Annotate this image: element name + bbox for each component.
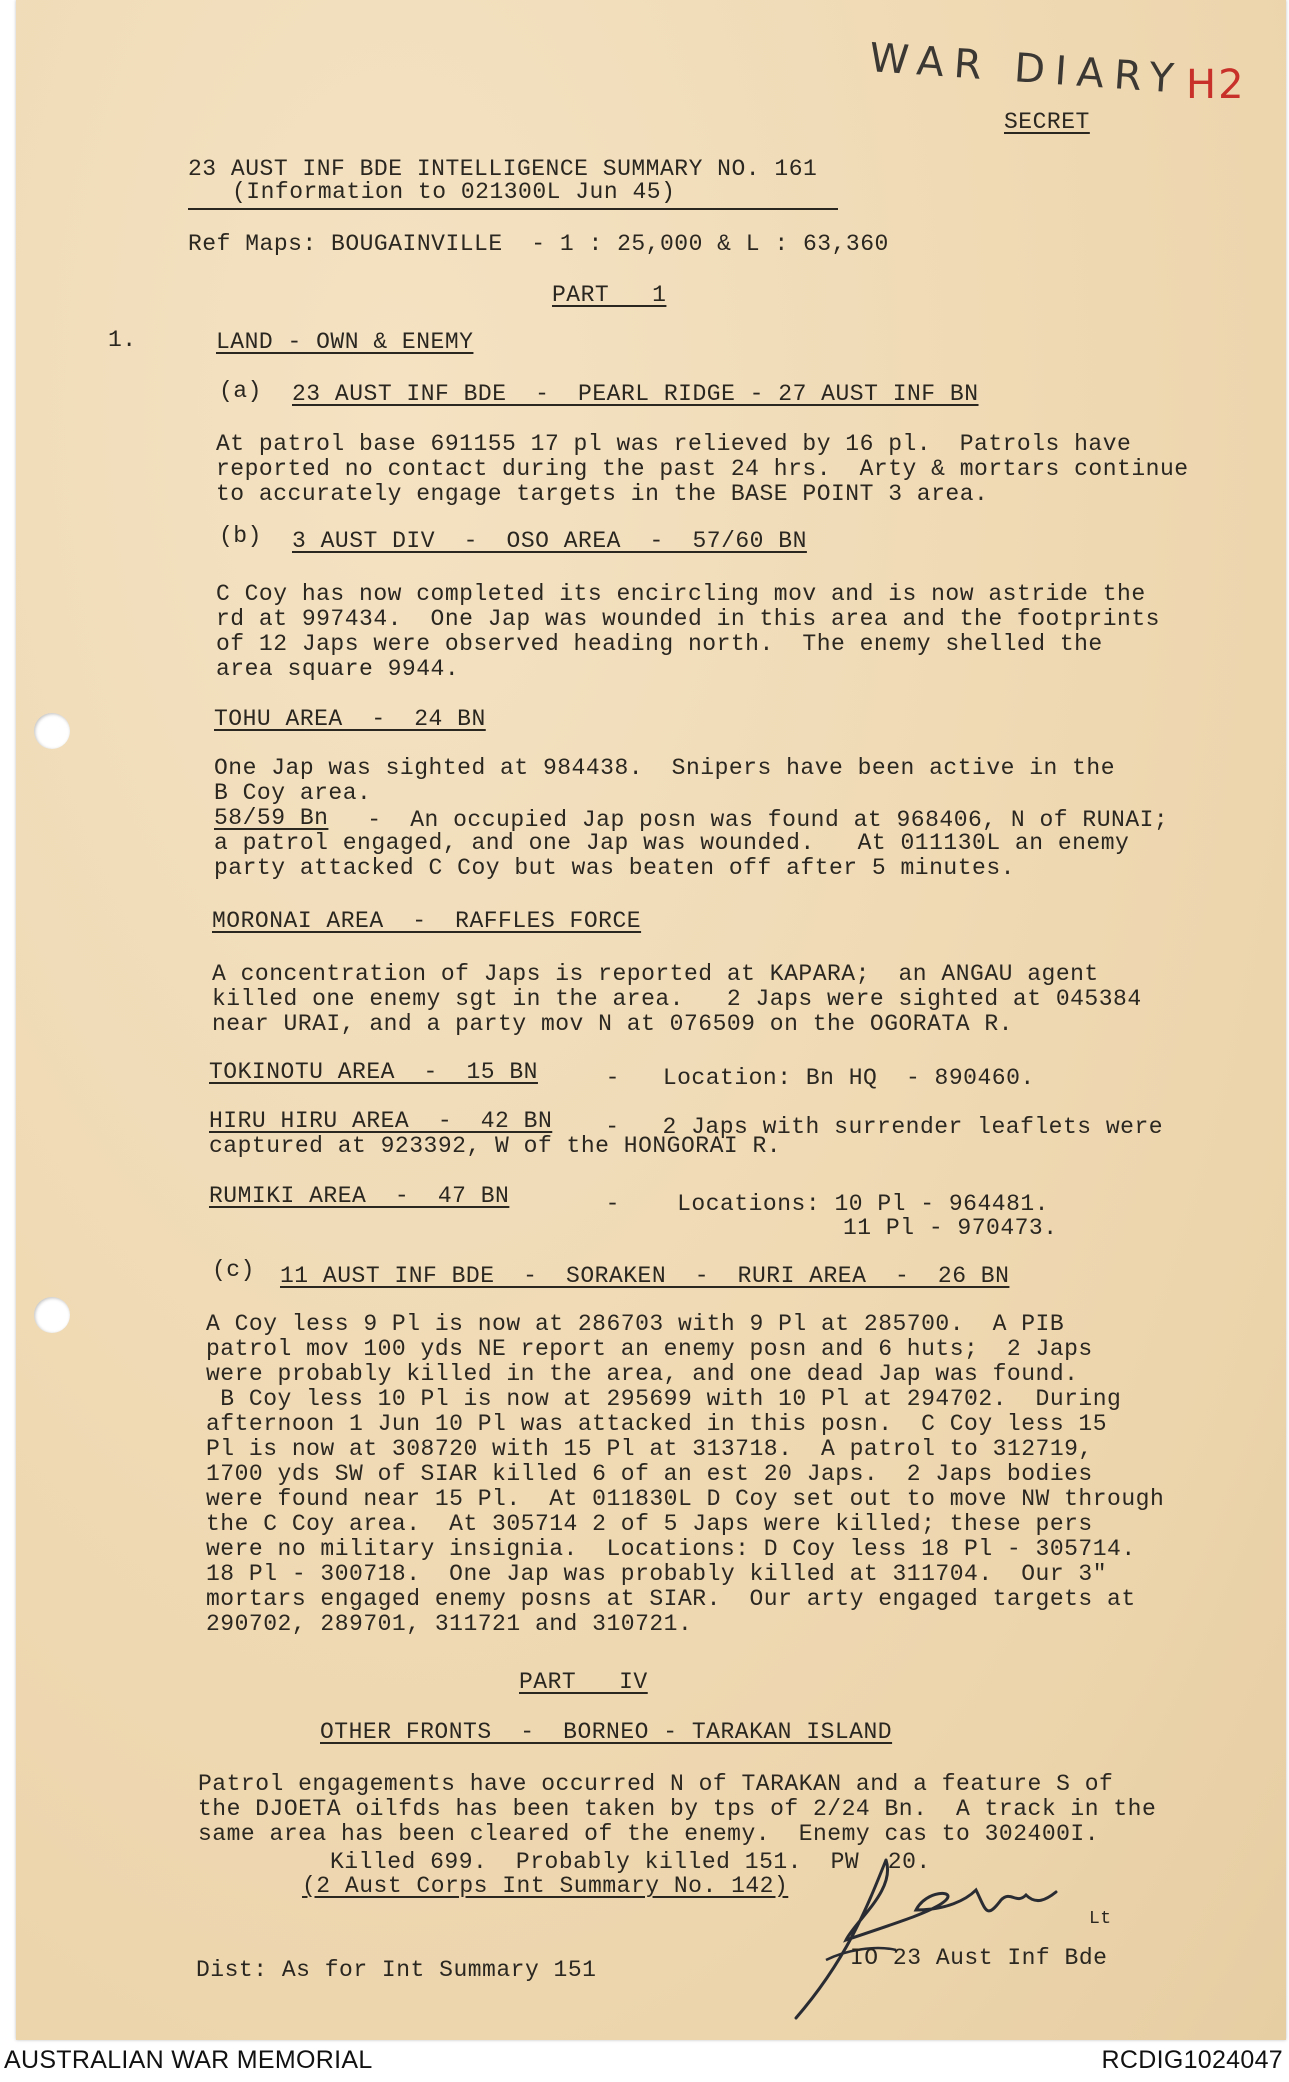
handwritten-signature bbox=[786, 1850, 1116, 2025]
rumiki-text: - Locations: 10 Pl - 964481. bbox=[577, 1191, 1049, 1217]
sub-a-line: to accurately engage targets in the BASE POINT 3 area. bbox=[216, 481, 989, 507]
moronai-line: A concentration of Japs is reported at KAPARA; an ANGAU agent bbox=[212, 961, 1099, 987]
title-rule bbox=[188, 208, 838, 210]
sub-c-label: (c) bbox=[212, 1257, 255, 1283]
signature-rank: Lt bbox=[1089, 1909, 1112, 1929]
sub-c-line: A Coy less 9 Pl is now at 286703 with 9 Pl at 285700. A PIB bbox=[206, 1311, 1065, 1337]
tokinotu-heading: TOKINOTU AREA - 15 BN bbox=[209, 1059, 538, 1085]
hiruhiru-line: captured at 923392, W of the HONGORAI R. bbox=[209, 1133, 782, 1159]
other-fronts-heading: OTHER FRONTS - BORNEO - TARAKAN ISLAND bbox=[320, 1719, 893, 1745]
sub-c-heading: 11 AUST INF BDE - SORAKEN - RURI AREA - 26 BN bbox=[280, 1263, 1010, 1289]
distribution-line: Dist: As for Int Summary 151 bbox=[196, 1957, 597, 1983]
sub-c-line: were found near 15 Pl. At 011830L D Coy set out to move NW through bbox=[206, 1486, 1165, 1512]
killed-line: Killed 699. Probably killed 151. PW 20. bbox=[330, 1849, 931, 1875]
sub-b-line: of 12 Japs were observed heading north. The enemy shelled the bbox=[216, 631, 1103, 657]
source-note: (2 Aust Corps Int Summary No. 142) bbox=[302, 1873, 789, 1899]
sub-c-line: 290702, 289701, 311721 and 310721. bbox=[206, 1611, 693, 1637]
sub-a-line: At patrol base 691155 17 pl was relieved by 16 pl. Patrols have bbox=[216, 431, 1132, 457]
sub-a-label: (a) bbox=[219, 378, 262, 404]
bn-58-59-line: - An occupied Jap posn was found at 968406, N of RUNAI; bbox=[353, 807, 1169, 833]
sub-c-line: were probably killed in the area, and one dead Jap was found. bbox=[206, 1361, 1079, 1387]
bn-58-59-line: a patrol engaged, and one Jap was wounded. At 011130L an enemy bbox=[214, 830, 1130, 856]
part-1-heading: PART 1 bbox=[552, 282, 667, 308]
rumiki-heading: RUMIKI AREA - 47 BN bbox=[209, 1183, 510, 1209]
sub-c-line: Pl is now at 308720 with 15 Pl at 313718. A patrol to 312719, bbox=[206, 1436, 1093, 1462]
other-fronts-line: same area has been cleared of the enemy. Enemy cas to 302400I. bbox=[198, 1821, 1100, 1847]
tohu-heading: TOHU AREA - 24 BN bbox=[214, 706, 486, 732]
moronai-heading: MORONAI AREA - RAFFLES FORCE bbox=[212, 908, 642, 934]
hiruhiru-text: - 2 Japs with surrender leaflets were bbox=[591, 1114, 1164, 1140]
section-title: LAND - OWN & ENEMY bbox=[216, 329, 474, 355]
sub-c-line: were no military insignia. Locations: D Coy less 18 Pl - 305714. bbox=[206, 1536, 1136, 1562]
sub-b-line: rd at 997434. One Jap was wounded in this area and the footprints bbox=[216, 606, 1160, 632]
tohu-line: B Coy area. bbox=[214, 780, 372, 806]
sub-a-line: reported no contact during the past 24 hrs. Arty & mortars continue bbox=[216, 456, 1189, 482]
part-4-heading: PART IV bbox=[519, 1669, 648, 1695]
footer-archive-name: AUSTRALIAN WAR MEMORIAL bbox=[4, 2046, 373, 2074]
summary-title: 23 AUST INF BDE INTELLIGENCE SUMMARY NO. 161 bbox=[188, 156, 818, 182]
punch-hole-top bbox=[34, 713, 70, 749]
sub-b-line: area square 9944. bbox=[216, 656, 460, 682]
sub-b-line: C Coy has now completed its encircling mov and is now astride the bbox=[216, 581, 1146, 607]
moronai-line: near URAI, and a party mov N at 076509 on the OGORATA R. bbox=[212, 1011, 1013, 1037]
classification-secret: SECRET bbox=[1004, 109, 1090, 135]
sub-a-heading: 23 AUST INF BDE - PEARL RIDGE - 27 AUST INF BN bbox=[292, 381, 979, 407]
other-fronts-line: Patrol engagements have occurred N of TARAKAN and a feature S of bbox=[198, 1771, 1114, 1797]
moronai-line: killed one enemy sgt in the area. 2 Japs were sighted at 045384 bbox=[212, 986, 1142, 1012]
sub-c-line: 18 Pl - 300718. One Jap was probably killed at 311704. Our 3" bbox=[206, 1561, 1108, 1587]
tokinotu-text: - Location: Bn HQ - 890460. bbox=[577, 1065, 1035, 1091]
bn-58-59-line: party attacked C Coy but was beaten off after 5 minutes. bbox=[214, 855, 1015, 881]
section-number: 1. bbox=[108, 327, 137, 353]
tohu-line: One Jap was sighted at 984438. Snipers have been active in the bbox=[214, 755, 1116, 781]
signature-designation: IO 23 Aust Inf Bde bbox=[850, 1945, 1108, 1971]
sub-c-line: the C Coy area. At 305714 2 of 5 Japs were killed; these pers bbox=[206, 1511, 1093, 1537]
summary-subtitle: (Information to 021300L Jun 45) bbox=[232, 179, 676, 205]
sub-b-label: (b) bbox=[219, 523, 262, 549]
footer-record-id: RCDIG1024047 bbox=[1101, 2046, 1283, 2074]
sub-b-heading: 3 AUST DIV - OSO AREA - 57/60 BN bbox=[292, 528, 807, 554]
war-diary-handwriting: WAR DIARY bbox=[867, 35, 1186, 103]
punch-hole-bottom bbox=[34, 1297, 70, 1333]
sub-c-line: B Coy less 10 Pl is now at 295699 with 10 Pl at 294702. During bbox=[206, 1386, 1122, 1412]
hiruhiru-heading: HIRU HIRU AREA - 42 BN bbox=[209, 1108, 553, 1134]
red-h2-mark: H2 bbox=[1186, 62, 1246, 108]
rumiki-line: 11 Pl - 970473. bbox=[843, 1215, 1058, 1241]
bn-58-59-label: 58/59 Bn bbox=[214, 805, 329, 831]
document-page bbox=[16, 0, 1286, 2040]
ref-maps-line: Ref Maps: BOUGAINVILLE - 1 : 25,000 & L : 63,360 bbox=[188, 231, 889, 257]
sub-c-line: mortars engaged enemy posns at SIAR. Our arty engaged targets at bbox=[206, 1586, 1136, 1612]
other-fronts-line: the DJOETA oilfds has been taken by tps of 2/24 Bn. A track in the bbox=[198, 1796, 1157, 1822]
sub-c-line: afternoon 1 Jun 10 Pl was attacked in this posn. C Coy less 15 bbox=[206, 1411, 1108, 1437]
sub-c-line: patrol mov 100 yds NE report an enemy posn and 6 huts; 2 Japs bbox=[206, 1336, 1093, 1362]
sub-c-line: 1700 yds SW of SIAR killed 6 of an est 20 Japs. 2 Japs bodies bbox=[206, 1461, 1093, 1487]
